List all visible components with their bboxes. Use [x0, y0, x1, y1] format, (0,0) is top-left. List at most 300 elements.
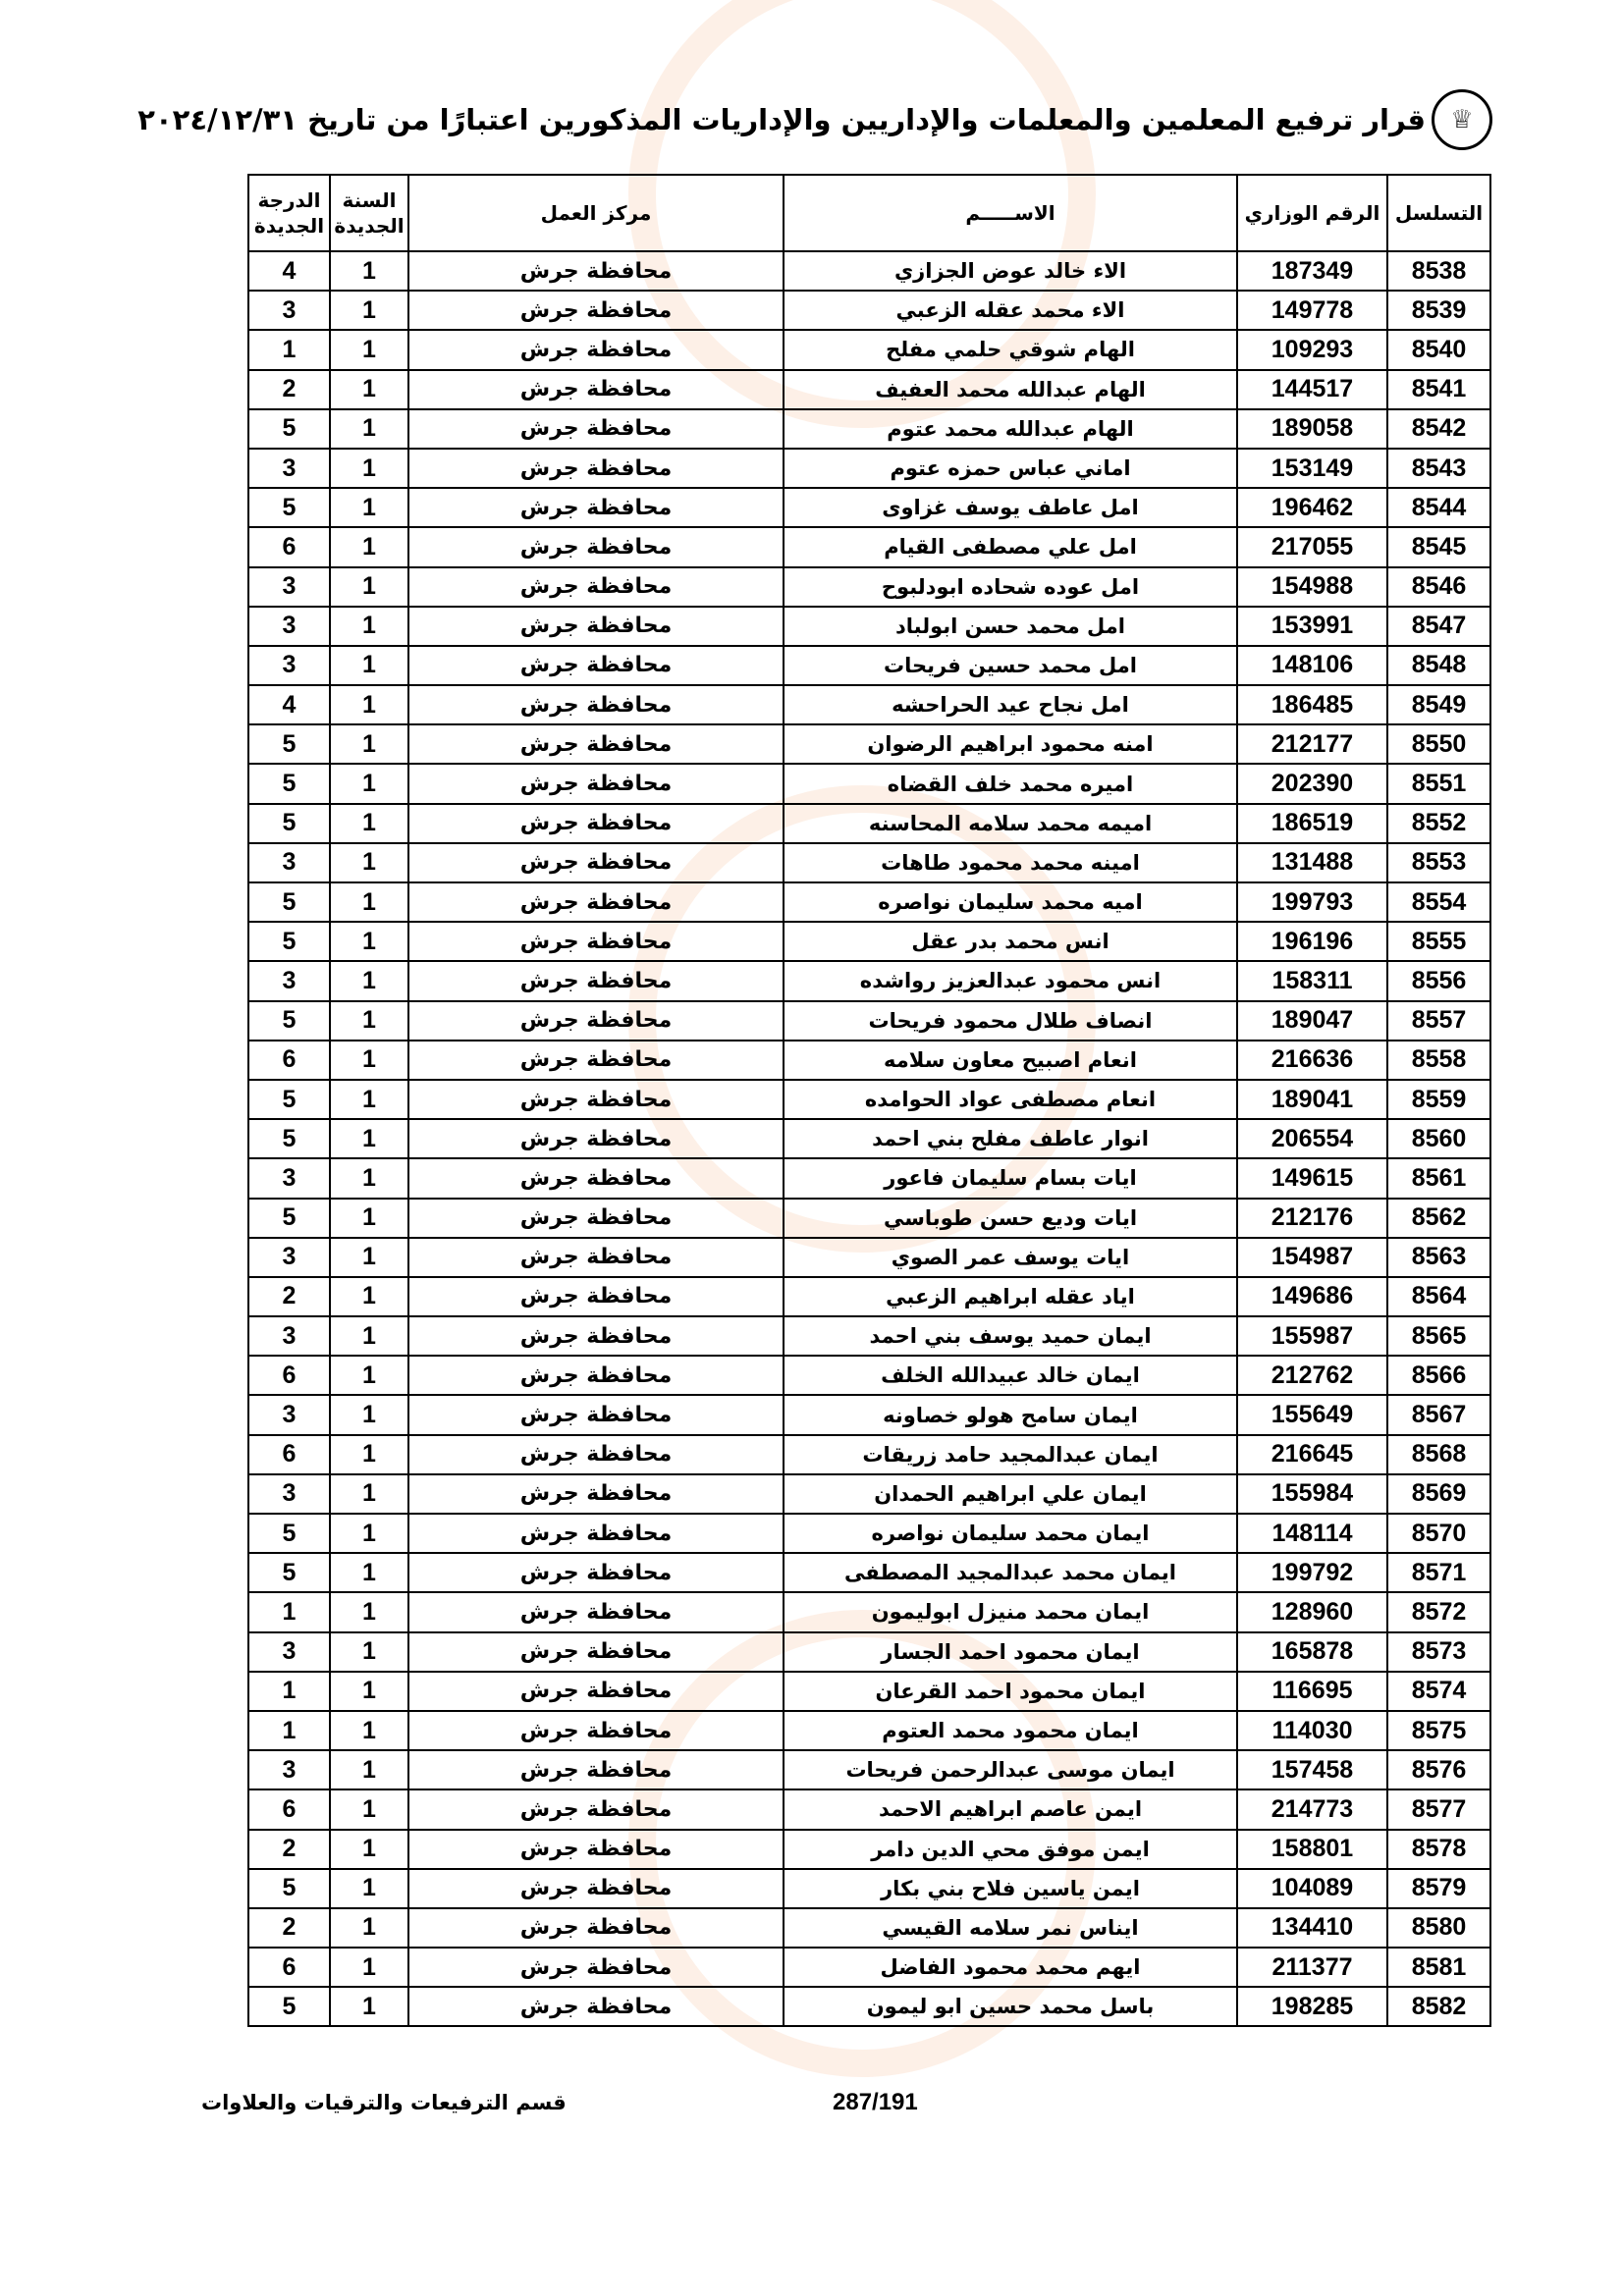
promotions-table — [247, 174, 1491, 2027]
ministry-id-cell: 131488 — [1237, 843, 1387, 882]
table-row — [248, 1395, 1490, 1434]
table-row — [248, 1474, 1490, 1514]
name-cell: ايمان محمد منيزل ابوليمون — [784, 1592, 1237, 1631]
new-grade-cell: 5 — [248, 1119, 330, 1158]
new-year-cell: 1 — [330, 251, 408, 291]
new-grade-cell: 6 — [248, 1435, 330, 1474]
work-center-cell: محافظة جرش — [408, 1869, 784, 1908]
ministry-id-cell: 148114 — [1237, 1514, 1387, 1553]
serial-cell: 8562 — [1387, 1199, 1490, 1238]
new-grade-cell: 5 — [248, 1001, 330, 1041]
table-row — [248, 1316, 1490, 1356]
new-year-cell: 1 — [330, 764, 408, 803]
new-grade-cell: 3 — [248, 567, 330, 607]
new-grade-cell: 5 — [248, 1869, 330, 1908]
serial-cell: 8538 — [1387, 251, 1490, 291]
serial-cell: 8567 — [1387, 1395, 1490, 1434]
ministry-id-cell: 217055 — [1237, 527, 1387, 566]
new-grade-cell: 5 — [248, 488, 330, 527]
serial-cell: 8555 — [1387, 922, 1490, 961]
work-center-cell: محافظة جرش — [408, 449, 784, 488]
new-year-cell: 1 — [330, 843, 408, 882]
serial-cell: 8563 — [1387, 1238, 1490, 1277]
name-cell: اماني عباس حمزه عتوم — [784, 449, 1237, 488]
serial-cell: 8552 — [1387, 804, 1490, 843]
serial-cell: 8557 — [1387, 1001, 1490, 1041]
table-row — [248, 1711, 1490, 1750]
name-cell: امنه محمود ابراهيم الرضوان — [784, 724, 1237, 764]
name-cell: انصاف طلال محمود فريحات — [784, 1001, 1237, 1041]
work-center-cell: محافظة جرش — [408, 922, 784, 961]
ministry-id-cell: 216645 — [1237, 1435, 1387, 1474]
new-year-cell: 1 — [330, 370, 408, 409]
ministry-id-cell: 134410 — [1237, 1908, 1387, 1948]
name-cell: ايهم محمد محمود الفاضل — [784, 1948, 1237, 1987]
ministry-id-cell: 212177 — [1237, 724, 1387, 764]
work-center-cell: محافظة جرش — [408, 1316, 784, 1356]
serial-cell: 8554 — [1387, 882, 1490, 922]
ministry-id-cell: 154987 — [1237, 1238, 1387, 1277]
table-row — [248, 1632, 1490, 1672]
new-year-cell: 1 — [330, 961, 408, 1000]
table-row — [248, 843, 1490, 882]
name-cell: امل عاطف يوسف غزاوى — [784, 488, 1237, 527]
new-year-cell: 1 — [330, 685, 408, 724]
table-row — [248, 882, 1490, 922]
table-row — [248, 1238, 1490, 1277]
name-cell: اميه محمد سليمان نواصره — [784, 882, 1237, 922]
serial-cell: 8568 — [1387, 1435, 1490, 1474]
name-cell: امل محمد حسين فريحات — [784, 646, 1237, 685]
new-year-cell: 1 — [330, 882, 408, 922]
ministry-id-cell: 214773 — [1237, 1789, 1387, 1829]
table-row — [248, 1592, 1490, 1631]
table-row — [248, 449, 1490, 488]
document-title: قرار ترفيع المعلمين والمعلمات والإداريين والإداريات المذكورين اعتبارًا من تاريخ ٢٠٢٤/١٢/٣١ — [137, 103, 1426, 136]
ministry-id-cell: 189041 — [1237, 1080, 1387, 1119]
table-row — [248, 1553, 1490, 1592]
ministry-id-cell: 144517 — [1237, 370, 1387, 409]
name-cell: امل محمد حسن ابولباد — [784, 607, 1237, 646]
table-row — [248, 724, 1490, 764]
new-year-cell: 1 — [330, 646, 408, 685]
serial-cell: 8543 — [1387, 449, 1490, 488]
new-year-cell: 1 — [330, 1158, 408, 1198]
ministry-id-cell: 199792 — [1237, 1553, 1387, 1592]
table-row — [248, 488, 1490, 527]
serial-cell: 8564 — [1387, 1277, 1490, 1316]
ministry-id-cell: 114030 — [1237, 1711, 1387, 1750]
name-cell: الاء محمد عقله الزعبي — [784, 291, 1237, 330]
new-year-cell: 1 — [330, 1514, 408, 1553]
ministry-id-cell: 155984 — [1237, 1474, 1387, 1514]
new-year-cell: 1 — [330, 1553, 408, 1592]
work-center-cell: محافظة جرش — [408, 291, 784, 330]
ministry-id-cell: 199793 — [1237, 882, 1387, 922]
work-center-cell: محافظة جرش — [408, 607, 784, 646]
table-row — [248, 804, 1490, 843]
new-grade-cell: 3 — [248, 449, 330, 488]
work-center-cell: محافظة جرش — [408, 764, 784, 803]
name-cell: الاء خالد عوض الجزازي — [784, 251, 1237, 291]
work-center-cell: محافظة جرش — [408, 1277, 784, 1316]
work-center-cell: محافظة جرش — [408, 1001, 784, 1041]
new-year-cell: 1 — [330, 1238, 408, 1277]
serial-cell: 8579 — [1387, 1869, 1490, 1908]
ministry-id-cell: 216636 — [1237, 1041, 1387, 1080]
table-row — [248, 291, 1490, 330]
ministry-emblem-icon: ♕ — [1432, 89, 1492, 150]
name-cell: ايمان موسى عبدالرحمن فريحات — [784, 1750, 1237, 1789]
serial-cell: 8544 — [1387, 488, 1490, 527]
work-center-cell: محافظة جرش — [408, 1435, 784, 1474]
new-year-cell: 1 — [330, 804, 408, 843]
new-grade-cell: 5 — [248, 922, 330, 961]
serial-cell: 8559 — [1387, 1080, 1490, 1119]
new-grade-cell: 2 — [248, 370, 330, 409]
serial-cell: 8549 — [1387, 685, 1490, 724]
serial-cell: 8580 — [1387, 1908, 1490, 1948]
new-grade-cell: 2 — [248, 1908, 330, 1948]
new-grade-cell: 3 — [248, 1158, 330, 1198]
new-year-cell: 1 — [330, 449, 408, 488]
serial-cell: 8551 — [1387, 764, 1490, 803]
name-cell: ايمان محمد عبدالمجيد المصطفى — [784, 1553, 1237, 1592]
new-grade-cell: 6 — [248, 1041, 330, 1080]
new-year-cell: 1 — [330, 1672, 408, 1711]
ministry-id-cell: 189047 — [1237, 1001, 1387, 1041]
work-center-cell: محافظة جرش — [408, 1395, 784, 1434]
serial-cell: 8550 — [1387, 724, 1490, 764]
work-center-cell: محافظة جرش — [408, 1908, 784, 1948]
ministry-id-cell: 153991 — [1237, 607, 1387, 646]
ministry-id-cell: 155987 — [1237, 1316, 1387, 1356]
new-grade-cell: 5 — [248, 409, 330, 449]
new-year-cell: 1 — [330, 607, 408, 646]
serial-cell: 8547 — [1387, 607, 1490, 646]
new-grade-cell: 5 — [248, 1080, 330, 1119]
document-header — [137, 90, 1492, 149]
ministry-id-cell: 155649 — [1237, 1395, 1387, 1434]
ministry-id-cell: 189058 — [1237, 409, 1387, 449]
name-cell: ايمان محمود محمد العتوم — [784, 1711, 1237, 1750]
new-year-cell: 1 — [330, 1987, 408, 2026]
ministry-id-cell: 196462 — [1237, 488, 1387, 527]
table-row — [248, 1199, 1490, 1238]
column-header-new-grade: الدرجة الجديدة — [248, 175, 330, 251]
ministry-id-cell: 187349 — [1237, 251, 1387, 291]
new-year-cell: 1 — [330, 724, 408, 764]
new-year-cell: 1 — [330, 922, 408, 961]
name-cell: ايمان حميد يوسف بني احمد — [784, 1316, 1237, 1356]
ministry-id-cell: 186519 — [1237, 804, 1387, 843]
ministry-id-cell: 148106 — [1237, 646, 1387, 685]
table-row — [248, 1830, 1490, 1869]
name-cell: ايمان محمود احمد الجسار — [784, 1632, 1237, 1672]
new-year-cell: 1 — [330, 1474, 408, 1514]
serial-cell: 8576 — [1387, 1750, 1490, 1789]
work-center-cell: محافظة جرش — [408, 685, 784, 724]
new-year-cell: 1 — [330, 1830, 408, 1869]
name-cell: انوار عاطف مفلح بني احمد — [784, 1119, 1237, 1158]
new-grade-cell: 2 — [248, 1277, 330, 1316]
serial-cell: 8572 — [1387, 1592, 1490, 1631]
serial-cell: 8546 — [1387, 567, 1490, 607]
work-center-cell: محافظة جرش — [408, 330, 784, 369]
serial-cell: 8565 — [1387, 1316, 1490, 1356]
serial-cell: 8573 — [1387, 1632, 1490, 1672]
new-grade-cell: 3 — [248, 961, 330, 1000]
table-row — [248, 646, 1490, 685]
column-header-name: الاســـــم — [784, 175, 1237, 251]
new-grade-cell: 5 — [248, 1987, 330, 2026]
new-year-cell: 1 — [330, 1632, 408, 1672]
serial-cell: 8578 — [1387, 1830, 1490, 1869]
serial-cell: 8569 — [1387, 1474, 1490, 1514]
new-year-cell: 1 — [330, 1277, 408, 1316]
new-grade-cell: 1 — [248, 1592, 330, 1631]
new-year-cell: 1 — [330, 1750, 408, 1789]
new-grade-cell: 1 — [248, 1672, 330, 1711]
work-center-cell: محافظة جرش — [408, 1119, 784, 1158]
work-center-cell: محافظة جرش — [408, 1592, 784, 1631]
name-cell: انس محمود عبدالعزيز رواشده — [784, 961, 1237, 1000]
table-row — [248, 1750, 1490, 1789]
name-cell: ايمان محمود احمد القرعان — [784, 1672, 1237, 1711]
work-center-cell: محافظة جرش — [408, 804, 784, 843]
column-header-new-year: السنة الجديدة — [330, 175, 408, 251]
ministry-id-cell: 154988 — [1237, 567, 1387, 607]
serial-cell: 8570 — [1387, 1514, 1490, 1553]
new-year-cell: 1 — [330, 1948, 408, 1987]
new-grade-cell: 4 — [248, 685, 330, 724]
ministry-id-cell: 109293 — [1237, 330, 1387, 369]
page-number: 287/191 — [833, 2089, 918, 2115]
serial-cell: 8575 — [1387, 1711, 1490, 1750]
work-center-cell: محافظة جرش — [408, 1158, 784, 1198]
ministry-id-cell: 153149 — [1237, 449, 1387, 488]
table-row — [248, 1158, 1490, 1198]
new-grade-cell: 3 — [248, 1632, 330, 1672]
new-grade-cell: 5 — [248, 1553, 330, 1592]
serial-cell: 8574 — [1387, 1672, 1490, 1711]
table-row — [248, 1356, 1490, 1395]
serial-cell: 8556 — [1387, 961, 1490, 1000]
work-center-cell: محافظة جرش — [408, 1672, 784, 1711]
serial-cell: 8581 — [1387, 1948, 1490, 1987]
table-row — [248, 567, 1490, 607]
table-row — [248, 409, 1490, 449]
new-grade-cell: 3 — [248, 646, 330, 685]
work-center-cell: محافظة جرش — [408, 1238, 784, 1277]
new-year-cell: 1 — [330, 1119, 408, 1158]
work-center-cell: محافظة جرش — [408, 1830, 784, 1869]
table-row — [248, 685, 1490, 724]
ministry-id-cell: 157458 — [1237, 1750, 1387, 1789]
new-year-cell: 1 — [330, 1869, 408, 1908]
work-center-cell: محافظة جرش — [408, 724, 784, 764]
name-cell: ايات يوسف عمر الصوي — [784, 1238, 1237, 1277]
name-cell: ايات بسام سليمان فاعور — [784, 1158, 1237, 1198]
table-row — [248, 1041, 1490, 1080]
work-center-cell: محافظة جرش — [408, 1553, 784, 1592]
name-cell: ايمن ياسين فلاح بني بكار — [784, 1869, 1237, 1908]
name-cell: اميمه محمد سلامه المحاسنه — [784, 804, 1237, 843]
ministry-id-cell: 186485 — [1237, 685, 1387, 724]
serial-cell: 8571 — [1387, 1553, 1490, 1592]
ministry-id-cell: 104089 — [1237, 1869, 1387, 1908]
new-grade-cell: 3 — [248, 1238, 330, 1277]
table-row — [248, 1001, 1490, 1041]
work-center-cell: محافظة جرش — [408, 1789, 784, 1829]
name-cell: انعام اصبيح معاون سلامه — [784, 1041, 1237, 1080]
table-row — [248, 1277, 1490, 1316]
ministry-id-cell: 198285 — [1237, 1987, 1387, 2026]
table-row — [248, 922, 1490, 961]
name-cell: باسل محمد حسين ابو ليمون — [784, 1987, 1237, 2026]
new-grade-cell: 5 — [248, 1199, 330, 1238]
new-year-cell: 1 — [330, 1316, 408, 1356]
work-center-cell: محافظة جرش — [408, 409, 784, 449]
new-grade-cell: 6 — [248, 527, 330, 566]
ministry-id-cell: 128960 — [1237, 1592, 1387, 1631]
new-year-cell: 1 — [330, 409, 408, 449]
work-center-cell: محافظة جرش — [408, 1474, 784, 1514]
new-grade-cell: 5 — [248, 724, 330, 764]
name-cell: ايمن موفق محي الدين دامر — [784, 1830, 1237, 1869]
new-year-cell: 1 — [330, 567, 408, 607]
work-center-cell: محافظة جرش — [408, 488, 784, 527]
work-center-cell: محافظة جرش — [408, 370, 784, 409]
table-row — [248, 1514, 1490, 1553]
work-center-cell: محافظة جرش — [408, 1356, 784, 1395]
ministry-id-cell: 165878 — [1237, 1632, 1387, 1672]
name-cell: امينه محمد محمود طاهات — [784, 843, 1237, 882]
work-center-cell: محافظة جرش — [408, 1711, 784, 1750]
new-grade-cell: 3 — [248, 1395, 330, 1434]
name-cell: اميره محمد خلف القضاه — [784, 764, 1237, 803]
ministry-id-cell: 149778 — [1237, 291, 1387, 330]
serial-cell: 8577 — [1387, 1789, 1490, 1829]
work-center-cell: محافظة جرش — [408, 1199, 784, 1238]
new-year-cell: 1 — [330, 1041, 408, 1080]
new-grade-cell: 5 — [248, 1514, 330, 1553]
new-year-cell: 1 — [330, 1001, 408, 1041]
new-grade-cell: 3 — [248, 1316, 330, 1356]
new-grade-cell: 3 — [248, 1750, 330, 1789]
new-grade-cell: 1 — [248, 1711, 330, 1750]
new-grade-cell: 6 — [248, 1948, 330, 1987]
name-cell: ايمن عاصم ابراهيم الاحمد — [784, 1789, 1237, 1829]
column-header-work-center: مركز العمل — [408, 175, 784, 251]
new-grade-cell: 5 — [248, 804, 330, 843]
work-center-cell: محافظة جرش — [408, 527, 784, 566]
new-year-cell: 1 — [330, 1592, 408, 1631]
table-row — [248, 961, 1490, 1000]
new-grade-cell: 5 — [248, 882, 330, 922]
new-grade-cell: 2 — [248, 1830, 330, 1869]
ministry-id-cell: 116695 — [1237, 1672, 1387, 1711]
work-center-cell: محافظة جرش — [408, 646, 784, 685]
name-cell: امل نجاح عيد الحراحشه — [784, 685, 1237, 724]
name-cell: ايمان سامح هولو خصاونه — [784, 1395, 1237, 1434]
work-center-cell: محافظة جرش — [408, 1750, 784, 1789]
work-center-cell: محافظة جرش — [408, 1987, 784, 2026]
ministry-id-cell: 158801 — [1237, 1830, 1387, 1869]
table-row — [248, 1119, 1490, 1158]
table-row — [248, 1908, 1490, 1948]
serial-cell: 8553 — [1387, 843, 1490, 882]
new-grade-cell: 5 — [248, 764, 330, 803]
name-cell: انعام مصطفى عواد الحوامده — [784, 1080, 1237, 1119]
ministry-id-cell: 211377 — [1237, 1948, 1387, 1987]
table-header-row — [248, 175, 1490, 251]
name-cell: ايات وديع حسن طوباسي — [784, 1199, 1237, 1238]
work-center-cell: محافظة جرش — [408, 1514, 784, 1553]
name-cell: ايمان خالد عبيدالله الخلف — [784, 1356, 1237, 1395]
new-grade-cell: 3 — [248, 291, 330, 330]
name-cell: انس محمد بدر عقل — [784, 922, 1237, 961]
serial-cell: 8548 — [1387, 646, 1490, 685]
table-row — [248, 1672, 1490, 1711]
ministry-id-cell: 212762 — [1237, 1356, 1387, 1395]
name-cell: ايمان عبدالمجيد حامد زريقات — [784, 1435, 1237, 1474]
new-year-cell: 1 — [330, 488, 408, 527]
table-row — [248, 1987, 1490, 2026]
table-row — [248, 1789, 1490, 1829]
new-grade-cell: 6 — [248, 1789, 330, 1829]
name-cell: ايناس نمر سلامه القيسي — [784, 1908, 1237, 1948]
work-center-cell: محافظة جرش — [408, 1632, 784, 1672]
new-year-cell: 1 — [330, 1711, 408, 1750]
ministry-id-cell: 158311 — [1237, 961, 1387, 1000]
column-header-serial: التسلسل — [1387, 175, 1490, 251]
serial-cell: 8539 — [1387, 291, 1490, 330]
work-center-cell: محافظة جرش — [408, 961, 784, 1000]
name-cell: ايمان علي ابراهيم الحمدان — [784, 1474, 1237, 1514]
new-year-cell: 1 — [330, 330, 408, 369]
work-center-cell: محافظة جرش — [408, 251, 784, 291]
table-row — [248, 1080, 1490, 1119]
table-row — [248, 330, 1490, 369]
new-year-cell: 1 — [330, 527, 408, 566]
serial-cell: 8566 — [1387, 1356, 1490, 1395]
column-header-ministry-id: الرقم الوزاري — [1237, 175, 1387, 251]
new-year-cell: 1 — [330, 1789, 408, 1829]
serial-cell: 8558 — [1387, 1041, 1490, 1080]
work-center-cell: محافظة جرش — [408, 882, 784, 922]
new-grade-cell: 4 — [248, 251, 330, 291]
serial-cell: 8582 — [1387, 1987, 1490, 2026]
new-year-cell: 1 — [330, 1908, 408, 1948]
new-year-cell: 1 — [330, 1395, 408, 1434]
name-cell: الهام شوقي حلمي مفلح — [784, 330, 1237, 369]
table-row — [248, 764, 1490, 803]
ministry-id-cell: 202390 — [1237, 764, 1387, 803]
work-center-cell: محافظة جرش — [408, 567, 784, 607]
serial-cell: 8561 — [1387, 1158, 1490, 1198]
work-center-cell: محافظة جرش — [408, 1948, 784, 1987]
serial-cell: 8540 — [1387, 330, 1490, 369]
new-year-cell: 1 — [330, 291, 408, 330]
name-cell: امل عوده شحاده ابودلبوح — [784, 567, 1237, 607]
ministry-id-cell: 149615 — [1237, 1158, 1387, 1198]
table-row — [248, 607, 1490, 646]
table-row — [248, 1948, 1490, 1987]
new-year-cell: 1 — [330, 1080, 408, 1119]
new-grade-cell: 6 — [248, 1356, 330, 1395]
new-grade-cell: 3 — [248, 843, 330, 882]
